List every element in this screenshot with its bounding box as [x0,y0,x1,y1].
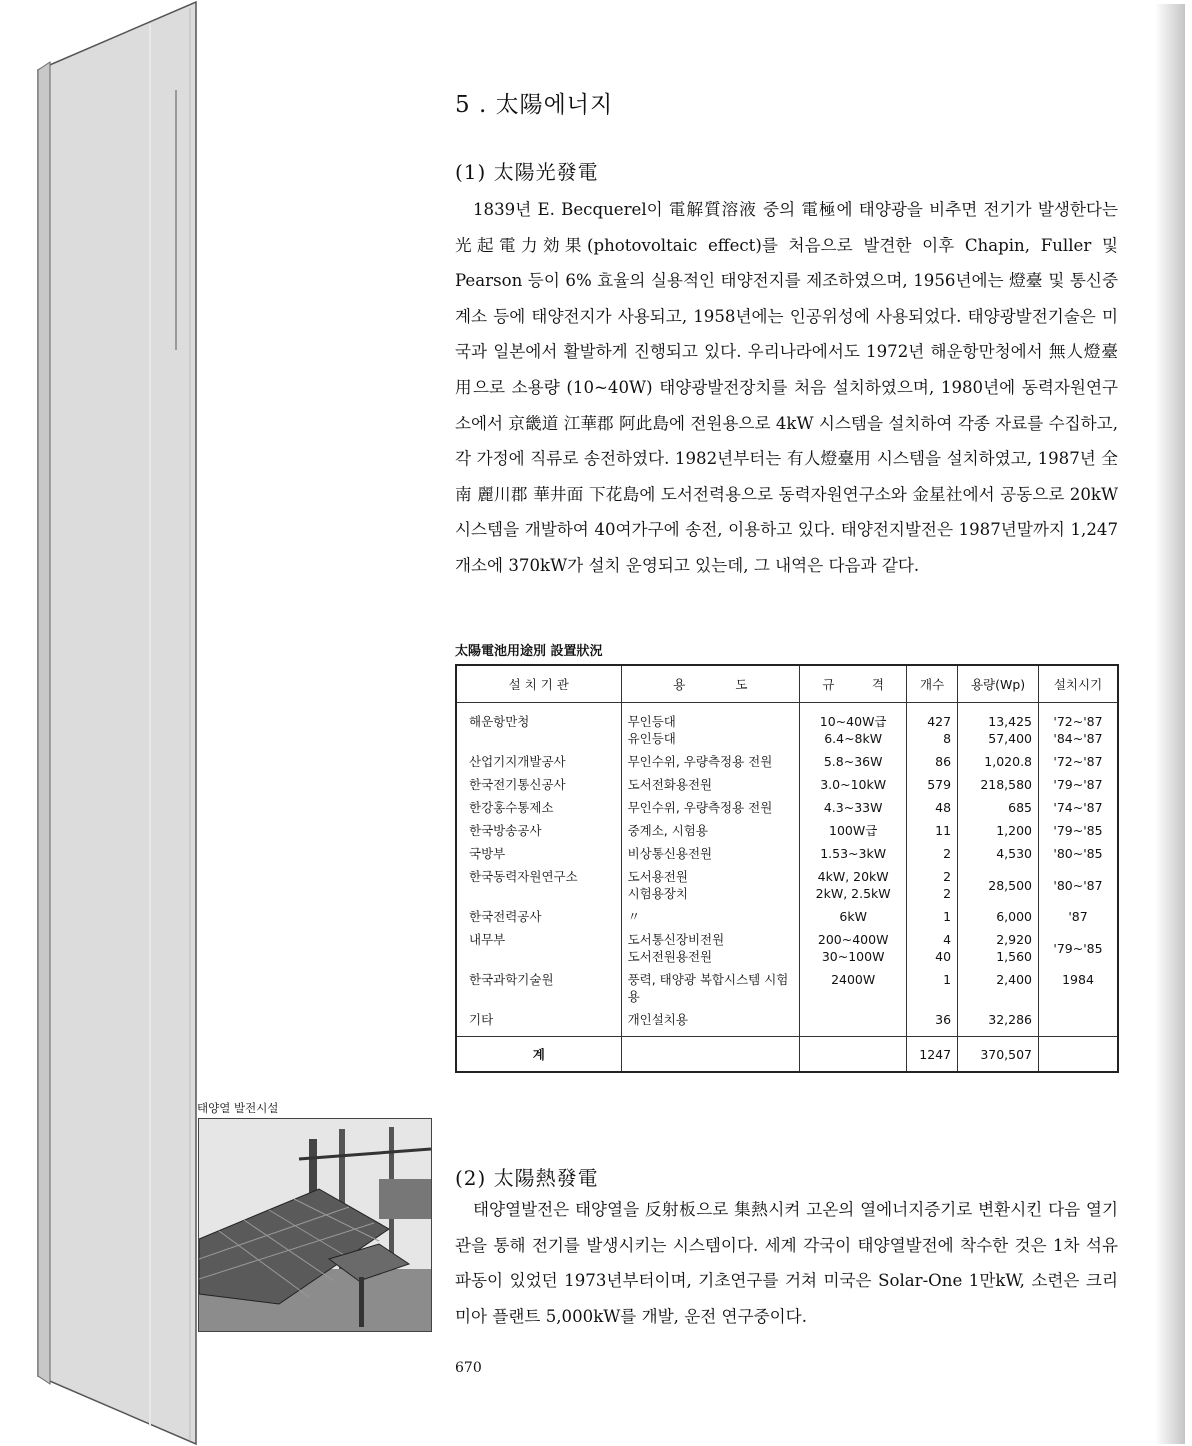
row-capacity: 218,580 [958,773,1039,796]
row-capacity: 685 [958,796,1039,819]
table-row [456,703,1118,751]
total-label: 계 [456,1037,621,1073]
row-capacity: 1,020.8 [958,750,1039,773]
table-row [456,750,1118,773]
installation-table [455,664,1119,1073]
row-count: 11 [907,819,958,842]
book-stack [0,0,200,1446]
row-use: 도서통신장비전원 도서전원용전원 [621,928,800,968]
row-period: 1984 [1039,968,1118,1008]
row-institution: 한강홍수통제소 [456,796,621,819]
row-period: '80~'87 [1039,865,1118,905]
table-row [456,865,1118,905]
row-period: '79~'85 [1039,928,1118,968]
page-number: 670 [455,1360,482,1376]
row-capacity: 1,200 [958,819,1039,842]
photo-caption: 태양열 발전시설 [197,1101,279,1115]
row-spec: 10~40W급 6.4~8kW [800,703,907,751]
row-institution: 국방부 [456,842,621,865]
row-period: '80~'85 [1039,842,1118,865]
row-count: 427 8 [907,703,958,751]
table-row [456,1008,1118,1037]
row-count: 2 2 [907,865,958,905]
row-capacity: 13,425 57,400 [958,703,1039,751]
row-institution: 한국동력자원연구소 [456,865,621,905]
row-use: 〃 [621,905,800,928]
row-institution: 산업기지개발공사 [456,750,621,773]
total-use-empty [621,1037,800,1073]
row-capacity: 32,286 [958,1008,1039,1037]
header-use: 용 도 [621,665,800,703]
table-caption: 太陽電池用途別 設置狀況 [455,644,603,659]
table-row [456,796,1118,819]
table-header-row [456,665,1118,703]
header-capacity: 용량(Wp) [958,665,1039,703]
row-count: 36 [907,1008,958,1037]
row-period [1039,1008,1118,1037]
row-spec: 3.0~10kW [800,773,907,796]
row-period: '79~'85 [1039,819,1118,842]
row-use: 풍력, 태양광 복합시스템 시험용 [621,968,800,1008]
row-capacity: 28,500 [958,865,1039,905]
table-row [456,819,1118,842]
table-row [456,905,1118,928]
row-period: '79~'87 [1039,773,1118,796]
table-row [456,928,1118,968]
row-institution: 한국전력공사 [456,905,621,928]
row-use: 비상통신용전원 [621,842,800,865]
header-institution: 설 치 기 관 [456,665,621,703]
row-count: 86 [907,750,958,773]
row-capacity: 6,000 [958,905,1039,928]
row-spec: 6kW [800,905,907,928]
row-spec: 2400W [800,968,907,1008]
row-spec [800,1008,907,1037]
row-count: 48 [907,796,958,819]
table-row [456,773,1118,796]
row-spec: 200~400W 30~100W [800,928,907,968]
row-institution: 내무부 [456,928,621,968]
table-row [456,842,1118,865]
row-use: 도서용전원 시험용장치 [621,865,800,905]
header-spec: 규 격 [800,665,907,703]
row-spec: 1.53~3kW [800,842,907,865]
chapter-heading: 5 . 太陽에너지 [455,92,614,118]
total-count: 1247 [907,1037,958,1073]
table-body [456,703,1118,1037]
row-use: 무인수위, 우량측정용 전원 [621,750,800,773]
row-use: 중계소, 시험용 [621,819,800,842]
row-use: 무인수위, 우량측정용 전원 [621,796,800,819]
row-spec: 4kW, 20kW 2kW, 2.5kW [800,865,907,905]
row-count: 4 40 [907,928,958,968]
row-count: 1 [907,968,958,1008]
row-period: '87 [1039,905,1118,928]
row-institution: 한국전기통신공사 [456,773,621,796]
row-capacity: 4,530 [958,842,1039,865]
solar-facility-photo [198,1118,432,1332]
row-period: '72~'87 [1039,750,1118,773]
solar-facility-illustration [199,1119,431,1331]
table-total-row [456,1037,1118,1073]
row-period: '72~'87 '84~'87 [1039,703,1118,751]
row-period: '74~'87 [1039,796,1118,819]
row-capacity: 2,920 1,560 [958,928,1039,968]
row-institution: 기타 [456,1008,621,1037]
row-institution: 해운항만청 [456,703,621,751]
row-institution: 한국방송공사 [456,819,621,842]
row-use: 도서전화용전원 [621,773,800,796]
row-count: 1 [907,905,958,928]
total-spec-empty [800,1037,907,1073]
page-edge-shadow [1155,4,1185,1444]
header-count: 개수 [907,665,958,703]
row-spec: 5.8~36W [800,750,907,773]
row-spec: 4.3~33W [800,796,907,819]
row-capacity: 2,400 [958,968,1039,1008]
row-institution: 한국과학기술원 [456,968,621,1008]
total-capacity: 370,507 [958,1037,1039,1073]
book-pages-illustration [0,0,200,1446]
section1-title: (1) 太陽光發電 [455,160,599,184]
section2-paragraph: 태양열발전은 태양열을 反射板으로 集熱시켜 고온의 열에너지증기로 변환시킨 다음 열기관을 통해 전기를 발생시키는 시스템이다. 세계 각국이 태양열발전에 착수한 것은 1차 석유파동이 있었던 1973년부터이며, 기초연구를 거쳐 미국은 Solar-One 1만kW, 소련은 크리미아 플랜트 5,000kW를 개발, 운전 연구중이다. [455,1200,1118,1326]
table-row [456,968,1118,1008]
row-use: 무인등대 유인등대 [621,703,800,751]
section1-paragraph: 1839년 E. Becquerel이 電解質溶液 중의 電極에 태양광을 비추면 전기가 발생한다는 光起電力効果(photovoltaic effect)를 처음으로 발견한 이후 Chapin, Fuller 및 Pearson 등이 6% 효율의 실용적인 태양전지를 제조하였으며, 1956년에는 燈臺 및 통신중계소 등에 태양전지가 사용되고, 1958년에는 인공위성에 사용되었다. 태양광발전기술은 미국과 일본에서 활발하게 진행되고 있다. 우리나라에서도 1972년 해운항만청에서 無人燈臺用으로 소용량 (10~40W) 태양광발전장치를 처음 설치하였으며, 1980년에 동력자원연구소에서 京畿道 江華郡 阿此島에 전원용으로 4kW 시스템을 설치하여 각종 자료를 수집하고, 각 가정에 직류로 송전하였다. 1982년부터는 有人燈臺用 시스템을 설치하였고, 1987년 全南 麗川郡 華井面 下花島에 도서전력용으로 동력자원연구소와 金星社에서 공동으로 20kW 시스템을 개발하여 40여가구에 송전, 이용하고 있다. 태양전지발전은 1987년말까지 1,247개소에 370kW가 설치 운영되고 있는데, 그 내역은 다음과 같다. [455,200,1118,575]
row-count: 579 [907,773,958,796]
row-use: 개인설치용 [621,1008,800,1037]
total-period-empty [1039,1037,1118,1073]
header-period: 설치시기 [1039,665,1118,703]
row-spec: 100W급 [800,819,907,842]
row-count: 2 [907,842,958,865]
section2-title: (2) 太陽熱發電 [455,1166,599,1190]
